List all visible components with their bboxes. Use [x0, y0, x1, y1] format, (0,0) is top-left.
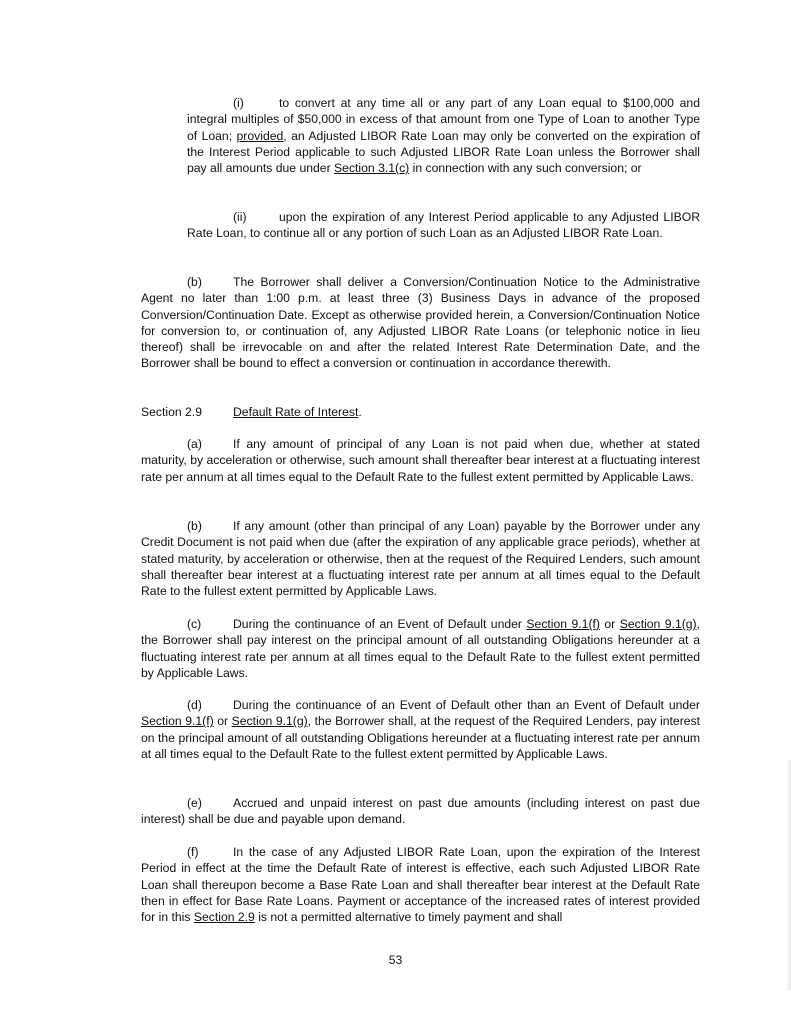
- paragraph-number: (d): [187, 698, 202, 712]
- defined-term-provided: provided: [236, 128, 284, 143]
- paragraph-b: [141, 518, 700, 599]
- paragraph-text: During the continuance of an Event of Default under: [233, 617, 527, 631]
- section-heading: [141, 404, 700, 420]
- paragraph-a: [141, 436, 700, 485]
- scan-edge-shadow: [786, 760, 791, 990]
- paragraph-text: If any amount (other than principal of any Loan) payable by the Borrower under any Credit Document is not paid when due (after the expiration of any applicable grace periods), whether at stated maturity, by acceleration or otherwise, then at the request of the Required Lenders, such amount shall thereafter bear interest at a fluctuating interest rate per annum at all times equal to the Default Rate to the fullest extent permitted by Applicable Laws.: [141, 519, 700, 599]
- subclause-i: [187, 95, 700, 176]
- paragraph-number: (b): [187, 275, 202, 289]
- clause-number: (ii): [233, 210, 247, 224]
- paragraph-text: or: [599, 617, 620, 631]
- paragraph-text: , the Borrower shall pay interest on the principal amount of all outstanding Obligations hereunder at a fluctuating interest rate per annum at all times equal to the Default Rate to the fullest extent permitted by Applicable Laws.: [141, 617, 701, 680]
- section-number: Section 2.9: [141, 405, 202, 419]
- section-reference: Section 9.1(g): [619, 617, 697, 631]
- paragraph-number: (b): [187, 519, 202, 533]
- section-reference: Section 3.1(c): [334, 161, 410, 176]
- clause-number: (i): [233, 96, 244, 110]
- section-reference: Section 9.1(f): [526, 617, 600, 631]
- section-reference: Section 9.1(f): [141, 714, 214, 729]
- paragraph-f: [141, 844, 700, 925]
- paragraph-b-conversion-notice: [141, 274, 700, 372]
- subclause-ii: [187, 209, 700, 242]
- paragraph-text: The Borrower shall deliver a Conversion/Continuation Notice to the Administrative Agent no later than 1:00 p.m. at least three (3) Business Days in advance of the proposed Conversion/Continuation Date. Except as otherwise provided herein, a Conversion/Continuation Notice for conversion to, or continuation of, any Adjusted LIBOR Rate Loans (or telephonic notice in lieu thereof) shall be irrevocable on and after the related Interest Rate Determination Date, and the Borrower shall be bound to effect a conversion or continuation in accordance therewith.: [141, 275, 700, 371]
- paragraph-number: (c): [187, 617, 202, 631]
- section-reference: Section 2.9: [193, 910, 255, 925]
- paragraph-c: [141, 616, 700, 681]
- paragraph-number: (f): [187, 845, 199, 859]
- paragraph-number: (a): [187, 437, 202, 451]
- paragraph-text: During the continuance of an Event of Default other than an Event of Default under: [233, 698, 700, 712]
- paragraph-text: , the Borrower shall, at the request of the Required Lenders, pay interest on the principal amount of all outstanding Obligations hereunder at a fluctuating interest rate per annum at all times equal to the Default Rate to the fullest extent permitted by Applicable Laws.: [141, 714, 701, 761]
- paragraph-text: If any amount of principal of any Loan is not paid when due, whether at stated maturity, by acceleration or otherwise, such amount shall thereafter bear interest at a fluctuating interest rate per annum at all times equal to the Default Rate to the fullest extent permitted by Applicable Laws.: [141, 437, 700, 484]
- paragraph-text: In the case of any Adjusted LIBOR Rate Loan, upon the expiration of the Interest Period in effect at the time the Default Rate of interest is effective, each such Adjusted LIBOR Rate Loan shall thereupon become a Base Rate Loan and shall thereafter bear interest at the Default Rate then in effect for Base Rate Loans. Payment or acceptance of the increased rates of interest provided for in this: [141, 845, 700, 925]
- page-number: 53: [388, 953, 403, 967]
- clause-text: upon the expiration of any Interest Period applicable to any Adjusted LIBOR Rate Loan, to continue all or any portion of such Loan as an Adjusted LIBOR Rate Loan.: [187, 210, 700, 241]
- clause-text: in connection with any such conversion; or: [409, 161, 642, 176]
- paragraph-d: [141, 697, 700, 762]
- section-reference: Section 9.1(g): [231, 714, 308, 729]
- paragraph-text: is not a permitted alternative to timely payment and shall: [254, 910, 563, 925]
- paragraph-e: [141, 795, 700, 828]
- clause-text: , an Adjusted LIBOR Rate Loan may only be converted on the expiration of the Interest Period applicable to such Adjusted LIBOR Rate Loan unless the Borrower shall pay all amounts due under: [187, 128, 700, 176]
- clause-text: to convert at any time all or any part of any Loan equal to $100,000 and integral multiples of $50,000 in excess of that amount from one Type of Loan to another Type of Loan;: [187, 96, 700, 143]
- paragraph-number: (e): [187, 796, 202, 810]
- paragraph-text: or: [213, 714, 232, 729]
- paragraph-text: Accrued and unpaid interest on past due amounts (including interest on past due interest) shall be due and payable upon demand.: [141, 796, 700, 827]
- section-title: Default Rate of Interest: [233, 405, 359, 419]
- section-title-period: .: [358, 405, 362, 419]
